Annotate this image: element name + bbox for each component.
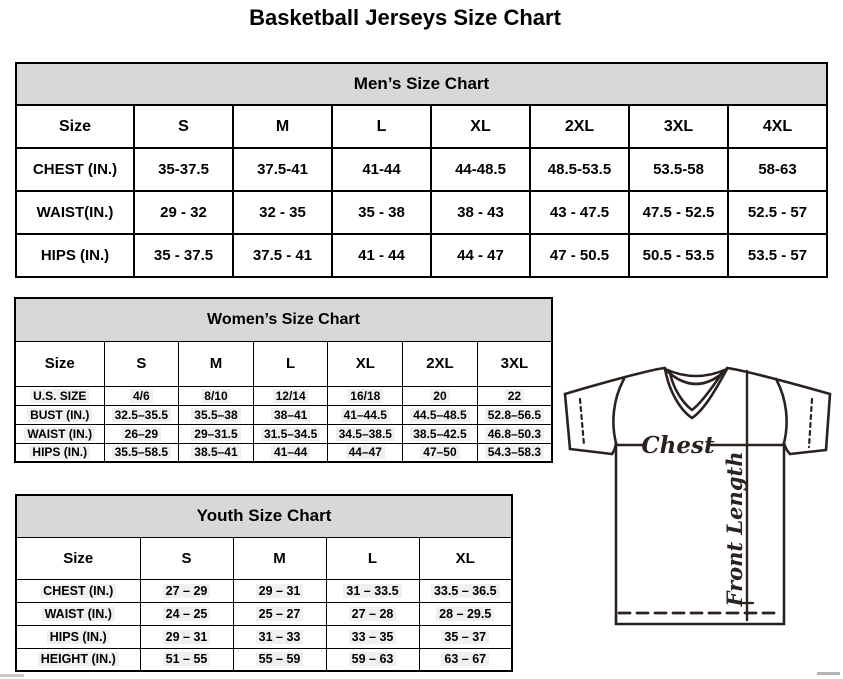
womens-column-header	[253, 341, 328, 386]
womens-cell-value	[104, 405, 179, 424]
mens-cell-value-text: 44 - 47	[457, 247, 504, 264]
mens-cell-value	[629, 191, 728, 234]
womens-cell-value-text: 22	[505, 389, 524, 403]
mens-cell-value	[332, 234, 431, 277]
mens-cell-value-text: 58-63	[758, 161, 797, 178]
womens-table-title-text: Women’s Size Chart	[207, 310, 360, 328]
womens-cell-value-text: 31.5–34.5	[261, 427, 320, 441]
womens-cell-value	[253, 405, 328, 424]
youth-table-title	[16, 495, 512, 537]
mens-cell-value-text: 29 - 32	[160, 204, 207, 221]
youth-cell-value-text: 59 – 63	[349, 652, 397, 666]
youth-cell-value	[233, 602, 326, 625]
youth-row-label	[16, 602, 140, 625]
womens-row-label	[15, 443, 104, 462]
jersey-right-cuff-edge	[790, 450, 826, 454]
youth-column-header	[140, 537, 233, 579]
jersey-collar-arc-outer	[665, 369, 727, 376]
youth-cell-value	[326, 602, 419, 625]
womens-row-label-text: U.S. SIZE	[30, 389, 89, 403]
womens-column-header-text: XL	[355, 355, 375, 372]
scrollbar-fragment-left[interactable]	[0, 674, 24, 677]
mens-cell-value-text: 53.5-58	[653, 161, 704, 178]
page-title: Basketball Jerseys Size Chart	[249, 5, 561, 30]
mens-row-label-text: HIPS (IN.)	[40, 247, 110, 264]
womens-cell-value-text: 38.5–42.5	[410, 427, 469, 441]
youth-cell-value	[326, 648, 419, 671]
womens-cell-value-text: 41–44.5	[341, 408, 390, 422]
womens-table-title	[15, 298, 552, 341]
womens-cell-value-text: 32.5–35.5	[112, 408, 171, 422]
mens-cell-value-text: 47 - 50.5	[549, 247, 610, 264]
womens-cell-value	[253, 424, 328, 443]
youth-row-label	[16, 579, 140, 602]
mens-row-label	[16, 234, 134, 277]
womens-cell-value	[328, 386, 403, 405]
womens-row-label	[15, 424, 104, 443]
womens-cell-value-text: 4/6	[130, 389, 153, 403]
youth-row-label	[16, 625, 140, 648]
mens-cell-value-text: 41-44	[362, 161, 401, 178]
womens-cell-value	[179, 386, 254, 405]
womens-column-header	[179, 341, 254, 386]
youth-column-header	[419, 537, 512, 579]
womens-cell-value-text: 26–29	[122, 427, 161, 441]
jersey-right-armhole-seam	[776, 379, 787, 443]
mens-table-title-text: Men’s Size Chart	[353, 74, 490, 93]
mens-column-header-text: L	[376, 117, 387, 135]
womens-cell-value	[253, 386, 328, 405]
mens-cell-value-text: 44-48.5	[455, 161, 506, 178]
jersey-left-sleeve-edge	[565, 394, 570, 449]
mens-cell-value	[629, 234, 728, 277]
jersey-left-armhole-seam	[613, 379, 624, 443]
youth-row-label-text: HIPS (IN.)	[47, 630, 110, 644]
mens-cell-value-text: 50.5 - 53.5	[642, 247, 715, 264]
youth-cell-value	[419, 602, 512, 625]
womens-cell-value-text: 35.5–38	[191, 408, 240, 422]
mens-cell-value	[629, 148, 728, 191]
womens-column-header	[477, 341, 552, 386]
youth-cell-value	[419, 625, 512, 648]
womens-cell-value-text: 34.5–38.5	[336, 427, 395, 441]
mens-cell-value	[728, 148, 827, 191]
mens-column-header-text: 3XL	[663, 117, 694, 135]
front-length-label: Front Length	[722, 451, 747, 607]
womens-cell-value-text: 41–44	[271, 445, 310, 459]
womens-cell-value	[104, 424, 179, 443]
womens-cell-value	[179, 405, 254, 424]
mens-column-header-text: M	[275, 117, 290, 135]
mens-cell-value	[530, 234, 629, 277]
mens-cell-value	[332, 191, 431, 234]
womens-cell-value-text: 12/14	[273, 389, 309, 403]
womens-cell-value-text: 35.5–58.5	[112, 445, 171, 459]
womens-cell-value-text: 38.5–41	[191, 445, 240, 459]
youth-size-table	[15, 494, 513, 672]
youth-cell-value-text: 35 – 37	[441, 630, 489, 644]
womens-cell-value	[104, 443, 179, 462]
mens-column-header	[134, 105, 233, 148]
mens-cell-value	[332, 148, 431, 191]
mens-cell-value	[431, 234, 530, 277]
womens-cell-value	[477, 386, 552, 405]
youth-column-header	[326, 537, 419, 579]
womens-cell-value	[403, 405, 478, 424]
mens-column-header	[530, 105, 629, 148]
mens-cell-value-text: 35 - 37.5	[153, 247, 214, 264]
womens-cell-value-text: 20	[430, 389, 449, 403]
womens-cell-value	[104, 386, 179, 405]
womens-row-label-text: BUST (IN.)	[27, 408, 92, 422]
youth-cell-value-text: 24 – 25	[163, 607, 211, 621]
womens-cell-value-text: 38–41	[271, 408, 310, 422]
mens-cell-value-text: 35-37.5	[158, 161, 209, 178]
youth-cell-value-text: 33 – 35	[349, 630, 397, 644]
youth-cell-value	[140, 648, 233, 671]
mens-column-header-text: XL	[470, 117, 491, 135]
mens-cell-value-text: 52.5 - 57	[747, 204, 808, 221]
womens-column-header	[403, 341, 478, 386]
womens-cell-value-text: 44.5–48.5	[410, 408, 469, 422]
jersey-left-shoulder-line	[565, 368, 665, 394]
youth-cell-value-text: 27 – 28	[349, 607, 397, 621]
womens-cell-value-text: 8/10	[201, 389, 230, 403]
womens-column-header-text: S	[136, 355, 147, 372]
mens-cell-value	[728, 234, 827, 277]
youth-cell-value	[419, 648, 512, 671]
youth-cell-value	[326, 579, 419, 602]
mens-column-header-text: 2XL	[564, 117, 595, 135]
youth-cell-value	[233, 579, 326, 602]
youth-cell-value	[140, 625, 233, 648]
mens-cell-value	[233, 191, 332, 234]
mens-cell-value-text: 47.5 - 52.5	[642, 204, 715, 221]
mens-column-header	[16, 105, 134, 148]
womens-cell-value	[403, 386, 478, 405]
womens-column-header-text: L	[286, 355, 296, 372]
mens-cell-value-text: 38 - 43	[457, 204, 504, 221]
jersey-diagram	[558, 357, 843, 659]
womens-cell-value-text: 46.8–50.3	[485, 427, 544, 441]
mens-cell-value	[431, 148, 530, 191]
mens-column-header	[629, 105, 728, 148]
womens-column-header	[104, 341, 179, 386]
youth-cell-value-text: 31 – 33.5	[343, 584, 401, 598]
womens-cell-value	[328, 443, 403, 462]
youth-cell-value-text: 63 – 67	[441, 652, 489, 666]
mens-table-title	[16, 63, 827, 105]
youth-column-header-text: S	[181, 549, 192, 567]
womens-row-label-text: WAIST (IN.)	[24, 427, 95, 441]
mens-cell-value-text: 37.5 - 41	[252, 247, 313, 264]
mens-column-header-text: 4XL	[762, 117, 793, 135]
mens-size-table	[15, 62, 828, 278]
womens-cell-value	[477, 443, 552, 462]
youth-cell-value	[233, 625, 326, 648]
youth-cell-value	[233, 648, 326, 671]
mens-cell-value	[530, 191, 629, 234]
youth-cell-value	[140, 602, 233, 625]
womens-cell-value	[179, 443, 254, 462]
womens-cell-value-text: 47–50	[420, 445, 459, 459]
womens-size-table	[14, 297, 553, 463]
mens-cell-value	[233, 234, 332, 277]
youth-cell-value-text: 33.5 – 36.5	[431, 584, 500, 598]
youth-column-header-text: XL	[455, 549, 475, 567]
mens-cell-value-text: 32 - 35	[259, 204, 306, 221]
youth-column-header-text: L	[367, 549, 378, 567]
youth-column-header-text: M	[273, 549, 286, 567]
mens-row-label-text: CHEST (IN.)	[32, 161, 118, 178]
mens-cell-value-text: 41 - 44	[358, 247, 405, 264]
mens-column-header-text: Size	[58, 117, 91, 135]
mens-cell-value	[233, 148, 332, 191]
youth-cell-value-text: 51 – 55	[163, 652, 211, 666]
youth-cell-value	[419, 579, 512, 602]
mens-column-header	[332, 105, 431, 148]
womens-cell-value-text: 54.3–58.3	[485, 445, 544, 459]
youth-table-title-text: Youth Size Chart	[196, 506, 332, 526]
mens-cell-value-text: 35 - 38	[358, 204, 405, 221]
womens-cell-value	[179, 424, 254, 443]
mens-column-header	[728, 105, 827, 148]
womens-cell-value	[253, 443, 328, 462]
youth-cell-value	[140, 579, 233, 602]
mens-cell-value	[134, 148, 233, 191]
womens-cell-value-text: 16/18	[347, 389, 383, 403]
youth-cell-value	[326, 625, 419, 648]
mens-cell-value-text: 43 - 47.5	[549, 204, 610, 221]
womens-cell-value	[403, 443, 478, 462]
jersey-left-cuff-stitch	[580, 399, 584, 445]
mens-cell-value	[431, 191, 530, 234]
womens-row-label-text: HIPS (IN.)	[29, 445, 90, 459]
scrollbar-fragment-right[interactable]	[817, 672, 840, 675]
mens-column-header	[233, 105, 332, 148]
jersey-right-sleeve-edge	[826, 394, 830, 450]
chest-label: Chest	[641, 432, 715, 459]
youth-column-header-text: Size	[63, 549, 94, 567]
jersey-left-cuff-edge	[570, 449, 612, 454]
mens-column-header	[431, 105, 530, 148]
youth-column-header	[233, 537, 326, 579]
womens-row-label	[15, 386, 104, 405]
mens-cell-value	[530, 148, 629, 191]
womens-column-header	[328, 341, 403, 386]
mens-row-label	[16, 148, 134, 191]
womens-column-header-text: 3XL	[500, 355, 529, 372]
mens-cell-value-text: 37.5-41	[257, 161, 308, 178]
womens-cell-value	[328, 424, 403, 443]
mens-cell-value	[728, 191, 827, 234]
youth-cell-value-text: 28 – 29.5	[436, 607, 494, 621]
womens-cell-value-text: 52.8–56.5	[485, 408, 544, 422]
youth-row-label	[16, 648, 140, 671]
youth-cell-value-text: 29 – 31	[256, 584, 304, 598]
womens-column-header-text: 2XL	[426, 355, 454, 372]
womens-cell-value-text: 44–47	[346, 445, 385, 459]
youth-row-label-text: WAIST (IN.)	[42, 607, 115, 621]
youth-column-header	[16, 537, 140, 579]
womens-cell-value	[477, 405, 552, 424]
womens-cell-value-text: 29–31.5	[191, 427, 240, 441]
mens-cell-value-text: 53.5 - 57	[747, 247, 808, 264]
mens-cell-value-text: 48.5-53.5	[547, 161, 612, 178]
womens-cell-value	[328, 405, 403, 424]
mens-row-label	[16, 191, 134, 234]
mens-cell-value	[134, 234, 233, 277]
youth-row-label-text: CHEST (IN.)	[40, 584, 116, 598]
womens-column-header	[15, 341, 104, 386]
mens-row-label-text: WAIST(IN.)	[36, 204, 114, 221]
mens-column-header-text: S	[178, 117, 189, 135]
womens-column-header-text: Size	[44, 355, 75, 372]
womens-row-label	[15, 405, 104, 424]
youth-cell-value-text: 31 – 33	[256, 630, 304, 644]
youth-row-label-text: HEIGHT (IN.)	[38, 652, 119, 666]
youth-cell-value-text: 55 – 59	[256, 652, 304, 666]
womens-column-header-text: M	[209, 355, 223, 372]
youth-cell-value-text: 29 – 31	[163, 630, 211, 644]
womens-cell-value	[477, 424, 552, 443]
youth-cell-value-text: 25 – 27	[256, 607, 304, 621]
womens-cell-value	[403, 424, 478, 443]
jersey-right-cuff-stitch	[809, 399, 812, 447]
mens-cell-value	[134, 191, 233, 234]
youth-cell-value-text: 27 – 29	[163, 584, 211, 598]
